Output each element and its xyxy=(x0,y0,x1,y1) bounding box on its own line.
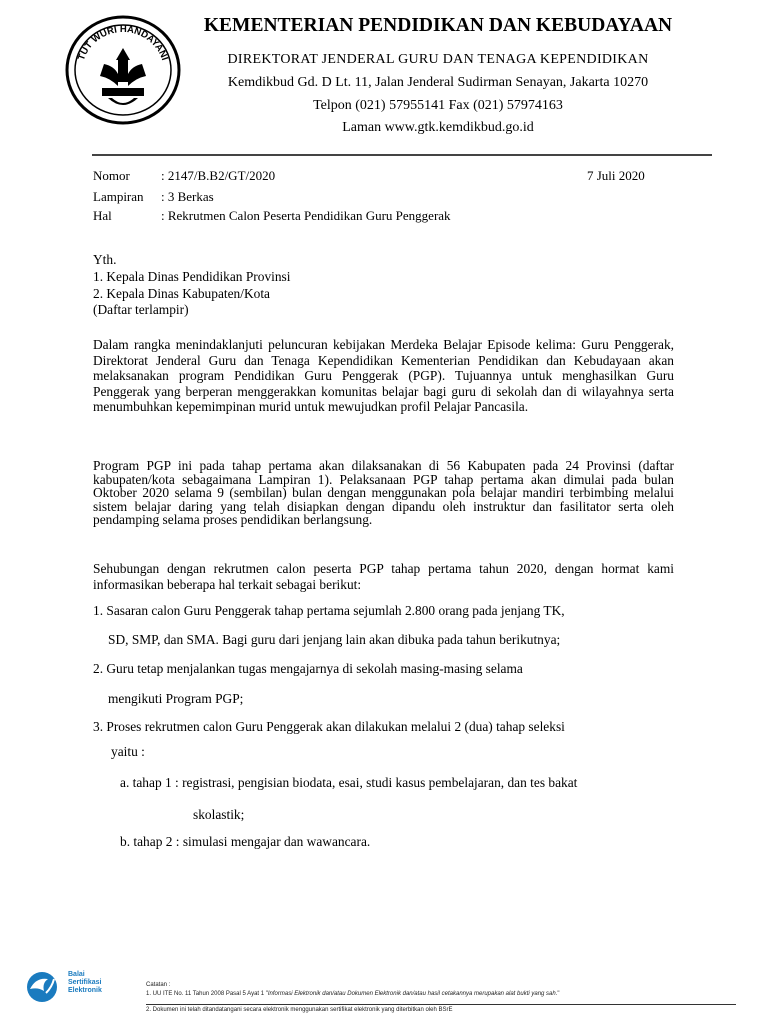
footer-notes xyxy=(146,981,560,999)
nomor-value: : 2147/B.B2/GT/2020 xyxy=(161,168,276,183)
letter-date: 7 Juli 2020 xyxy=(587,168,645,183)
list-item: a. tahap 1 : registrasi, pengisian biodata, esai, studi kasus pembelajaran, dan tes bakat xyxy=(120,775,578,790)
office-website: Laman www.gtk.kemdikbud.go.id xyxy=(342,120,534,135)
addressee-line: (Daftar terlampir) xyxy=(93,302,189,317)
footer-note-1: 1. UU ITE No. 11 Tahun 2008 Pasal 5 Ayat 1 "Informasi Elektronik dan/atau Dokumen Elektronik dan/atau hasil cetakannya merupakan alat bukti yang sah." xyxy=(146,991,560,997)
tut-wuri-handayani-logo xyxy=(64,14,182,126)
bsre-brand: Balai Sertifikasi Elektronik xyxy=(68,971,102,994)
paragraph: Dalam rangka menindaklanjuti peluncuran kebijakan Merdeka Belajar Episode kelima: Guru Penggerak, Direktorat Jenderal Guru dan Tenaga Kependidikan Kementerian Pendidikan dan Kebudayaan akan melaksanakan program Pendidikan Guru Penggerak (PGP). Tujuannya untuk menghasilkan Guru Penggerak yang berperan menggerakkan komunitas belajar bagi guru di sekolah dan di wilayahnya serta menumbuhkan kepemimpinan murid untuk mewujudkan profil Pelajar Pancasila. xyxy=(93,337,674,415)
ministry-name: KEMENTERIAN PENDIDIKAN DAN KEBUDAYAAN xyxy=(203,15,673,36)
footer-divider xyxy=(146,1004,736,1005)
list-item: yaitu : xyxy=(111,744,145,759)
addressee-line: 1. Kepala Dinas Pendidikan Provinsi xyxy=(93,269,291,284)
list-item: b. tahap 2 : simulasi mengajar dan wawancara. xyxy=(120,834,371,849)
footer-catatan: Catatan : xyxy=(146,982,171,988)
list-item: skolastik; xyxy=(193,807,245,822)
list-item: 3. Proses rekrutmen calon Guru Penggerak akan dilakukan melalui 2 (dua) tahap seleksi xyxy=(93,719,565,734)
hal-label: Hal xyxy=(93,208,112,223)
list-item: 1. Sasaran calon Guru Penggerak tahap pertama sejumlah 2.800 orang pada jenjang TK, xyxy=(93,603,565,618)
nomor-label: Nomor xyxy=(93,168,130,183)
paragraph: Program PGP ini pada tahap pertama akan dilaksanakan di 56 Kabupaten pada 24 Provinsi (daftar kabupaten/kota sebagaimana Lampiran 1). Pelaksanaan PGP tahap pertama akan dimulai pada bulan Oktober 2020 selama 9 (sembilan) bulan dengan menggunakan pola belajar mandiri terbimbing melalui sistem belajar daring yang telah disiapkan dengan dipandu oleh instruktur dan fasilitator serta oleh pendamping selama proses pendidikan berlangsung. xyxy=(93,458,674,528)
lampiran-label: Lampiran xyxy=(93,189,144,204)
paragraph: Sehubungan dengan rekrutmen calon peserta PGP tahap pertama tahun 2020, dengan hormat kami informasikan beberapa hal terkait sebagai berikut: xyxy=(93,561,674,592)
list-item: SD, SMP, dan SMA. Bagi guru dari jenjang lain akan dibuka pada tahun berikutnya; xyxy=(108,632,561,647)
footer-note-2: 2. Dokumen ini telah ditandatangani secara elektronik menggunakan sertifikat elektronik yang diterbitkan oleh BSrE xyxy=(146,1007,453,1013)
svg-text:TUT WURI HANDAYANI: TUT WURI HANDAYANI xyxy=(76,23,171,62)
lampiran-value: : 3 Berkas xyxy=(161,189,214,204)
hal-value: : Rekrutmen Calon Peserta Pendidikan Guru Penggerak xyxy=(161,208,451,223)
office-address: Kemdikbud Gd. D Lt. 11, Jalan Jenderal Sudirman Senayan, Jakarta 10270 xyxy=(227,75,649,90)
addressee-salutation: Yth. xyxy=(93,252,117,267)
bsre-logo xyxy=(22,965,62,1005)
office-phone: Telpon (021) 57955141 Fax (021) 57974163 xyxy=(313,98,563,113)
directorate-name: DIREKTORAT JENDERAL GURU DAN TENAGA KEPENDIDIKAN xyxy=(227,52,649,67)
letterhead-divider xyxy=(92,154,712,156)
addressee-line: 2. Kepala Dinas Kabupaten/Kota xyxy=(93,286,270,301)
list-item: 2. Guru tetap menjalankan tugas mengajarnya di sekolah masing-masing selama xyxy=(93,661,523,676)
list-item: mengikuti Program PGP; xyxy=(108,691,244,706)
